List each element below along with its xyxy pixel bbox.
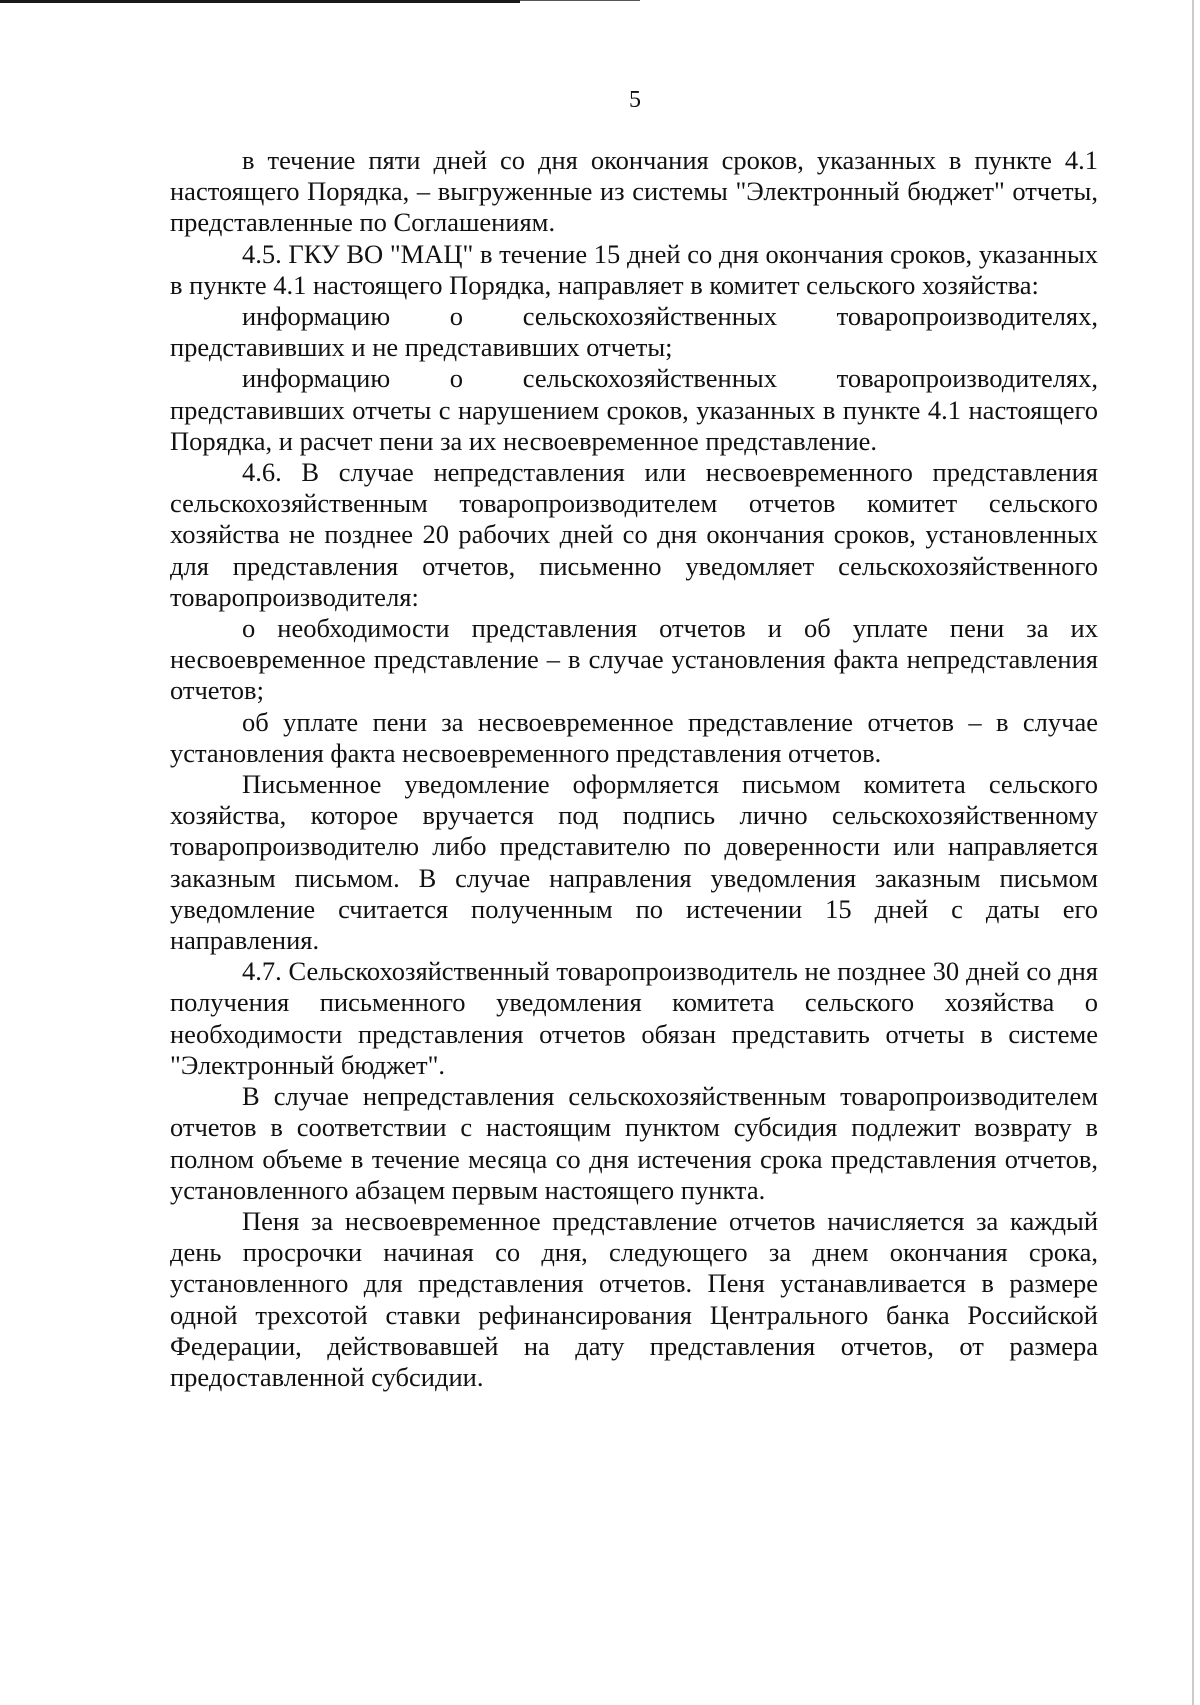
paragraph: Пеня за несвоевременное представление отчетов начисляется за каждый день просрочки начиная со дня, следующего за днем окончания срока, установленного для представления отчетов. Пеня устанавливается в размере одной трехсотой ставки рефинансирования Центрального банка Российской Федерации, действовавшей на дату представления отчетов, от размера предоставленной субсидии. — [170, 1205, 1098, 1392]
paragraph: В случае непредставления сельскохозяйственным товаропроизводителем отчетов в соответствии с настоящим пунктом субсидия подлежит возврату в полном объеме в течение месяца со дня истечения срока представления отчетов, установленного абзацем первым настоящего пункта. — [170, 1081, 1098, 1205]
paragraph: Письменное уведомление оформляется письмом комитета сельского хозяйства, которое вручается под подпись лично сельскохозяйственному товаропроизводителю либо представителю по доверенности или направляется заказным письмом. В случае направления уведомления заказным письмом уведомление считается полученным по истечении 15 дней с даты его направления. — [170, 769, 1098, 956]
scan-edge-mark — [0, 0, 520, 3]
document-body — [170, 145, 1098, 1393]
paragraph: об уплате пени за несвоевременное представление отчетов – в случае установления факта несвоевременного представления отчетов. — [170, 706, 1098, 768]
paragraph: 4.5. ГКУ ВО "МАЦ" в течение 15 дней со дня окончания сроков, указанных в пункте 4.1 настоящего Порядка, направляет в комитет сельского хозяйства: — [170, 238, 1098, 300]
paragraph: информацию о сельскохозяйственных товаропроизводителях, представивших и не представивших отчеты; — [170, 301, 1098, 363]
paragraph: 4.7. Сельскохозяйственный товаропроизводитель не позднее 30 дней со дня получения письменного уведомления комитета сельского хозяйства о необходимости представления отчетов обязан представить отчеты в системе "Электронный бюджет". — [170, 956, 1098, 1080]
page-number: 5 — [629, 87, 641, 113]
paragraph: 4.6. В случае непредставления или несвоевременного представления сельскохозяйственным товаропроизводителем отчетов комитет сельского хозяйства не позднее 20 рабочих дней со дня окончания сроков, установленных для представления отчетов, письменно уведомляет сельскохозяйственного товаропроизводителя: — [170, 457, 1098, 612]
scan-edge-mark — [520, 0, 640, 1]
paragraph: информацию о сельскохозяйственных товаропроизводителях, представивших отчеты с нарушением сроков, указанных в пункте 4.1 настоящего Порядка, и расчет пени за их несвоевременное представление. — [170, 363, 1098, 456]
scan-edge-shadow — [1192, 0, 1194, 1705]
paragraph: о необходимости представления отчетов и об уплате пени за их несвоевременное представление – в случае установления факта непредставления отчетов; — [170, 613, 1098, 706]
paragraph: в течение пяти дней со дня окончания сроков, указанных в пункте 4.1 настоящего Порядка, – выгруженные из системы "Электронный бюджет" отчеты, представленные по Соглашениям. — [170, 145, 1098, 238]
